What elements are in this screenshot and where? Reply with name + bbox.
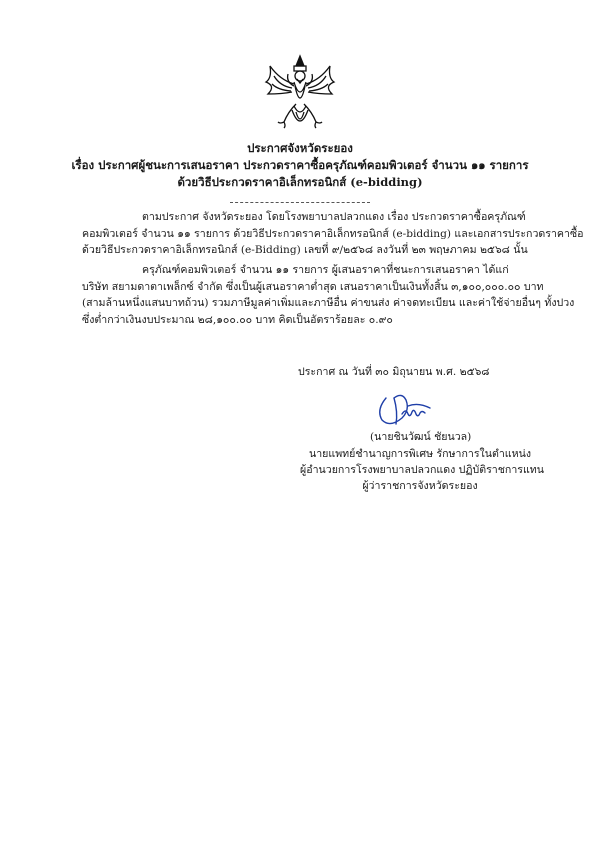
announcement-method: ด้วยวิธีประกวดราคาอิเล็กทรอนิกส์ (e-bidding) [177,175,423,189]
paragraph-line: ด้วยวิธีประกวดราคาอิเล็กทรอนิกส์ (e-Bidding) เลขที่ ๙/๒๕๖๘ ลงวันที่ ๒๓ พฤษภาคม ๒๕๖๘ นั้น [82,244,528,257]
announcement-subject: เรื่อง ประกาศผู้ชนะการเสนอราคา ประกวดราคาซื้อครุภัณฑ์คอมพิวเตอร์ จำนวน ๑๑ รายการ [71,158,529,172]
announcement-date: ประกาศ ณ วันที่ ๓๐ มิถุนายน พ.ศ. ๒๕๖๘ [298,366,490,378]
signer-position-line: ผู้อำนวยการโรงพยาบาลปลวกแดง ปฏิบัติราชการแทน [300,464,545,476]
garuda-emblem-icon [258,52,342,136]
paragraph-line: ครุภัณฑ์คอมพิวเตอร์ จำนวน ๑๑ รายการ ผู้เสนอราคาที่ชนะการเสนอราคา ได้แก่ [142,264,509,276]
body-paragraph-1 [82,209,584,259]
announcement-title: ประกาศจังหวัดระยอง [247,141,353,155]
signer-position-line: ผู้ว่าราชการจังหวัดระยอง [362,480,478,492]
signer-position-line: นายแพทย์ชำนาญการพิเศษ รักษาการในตำแหน่ง [308,448,532,460]
paragraph-line: คอมพิวเตอร์ จำนวน ๑๑ รายการ ด้วยวิธีประกวดราคาอิเล็กทรอนิกส์ (e-bidding) และเอกสารประกวดราคาซื้อ [82,227,584,240]
handwritten-signature-icon [372,388,442,430]
signer-name: (นายชินวัฒน์ ชัยนวล) [370,431,472,443]
dashed-divider [230,202,370,203]
body-paragraph-2 [82,262,575,328]
paragraph-line: บริษัท สยามดาตาเพล็กซ์ จำกัด ซึ่งเป็นผู้เสนอราคาต่ำสุด เสนอราคาเป็นเงินทั้งสิ้น ๓,๑๐๐,๐๐๐.๐๐ บาท [82,280,544,293]
paragraph-line: (สามล้านหนึ่งแสนบาทถ้วน) รวมภาษีมูลค่าเพิ่มและภาษีอื่น ค่าขนส่ง ค่าจดทะเบียน และค่าใช้จ่ายอื่นๆ ทั้งปวง [82,297,575,310]
paragraph-line: ตามประกาศ จังหวัดระยอง โดยโรงพยาบาลปลวกแดง เรื่อง ประกวดราคาซื้อครุภัณฑ์ [142,211,526,223]
paragraph-line: ซึ่งต่ำกว่าเงินงบประมาณ ๒๘,๑๐๐.๐๐ บาท คิดเป็นอัตราร้อยละ ๐.๙๐ [82,313,393,326]
